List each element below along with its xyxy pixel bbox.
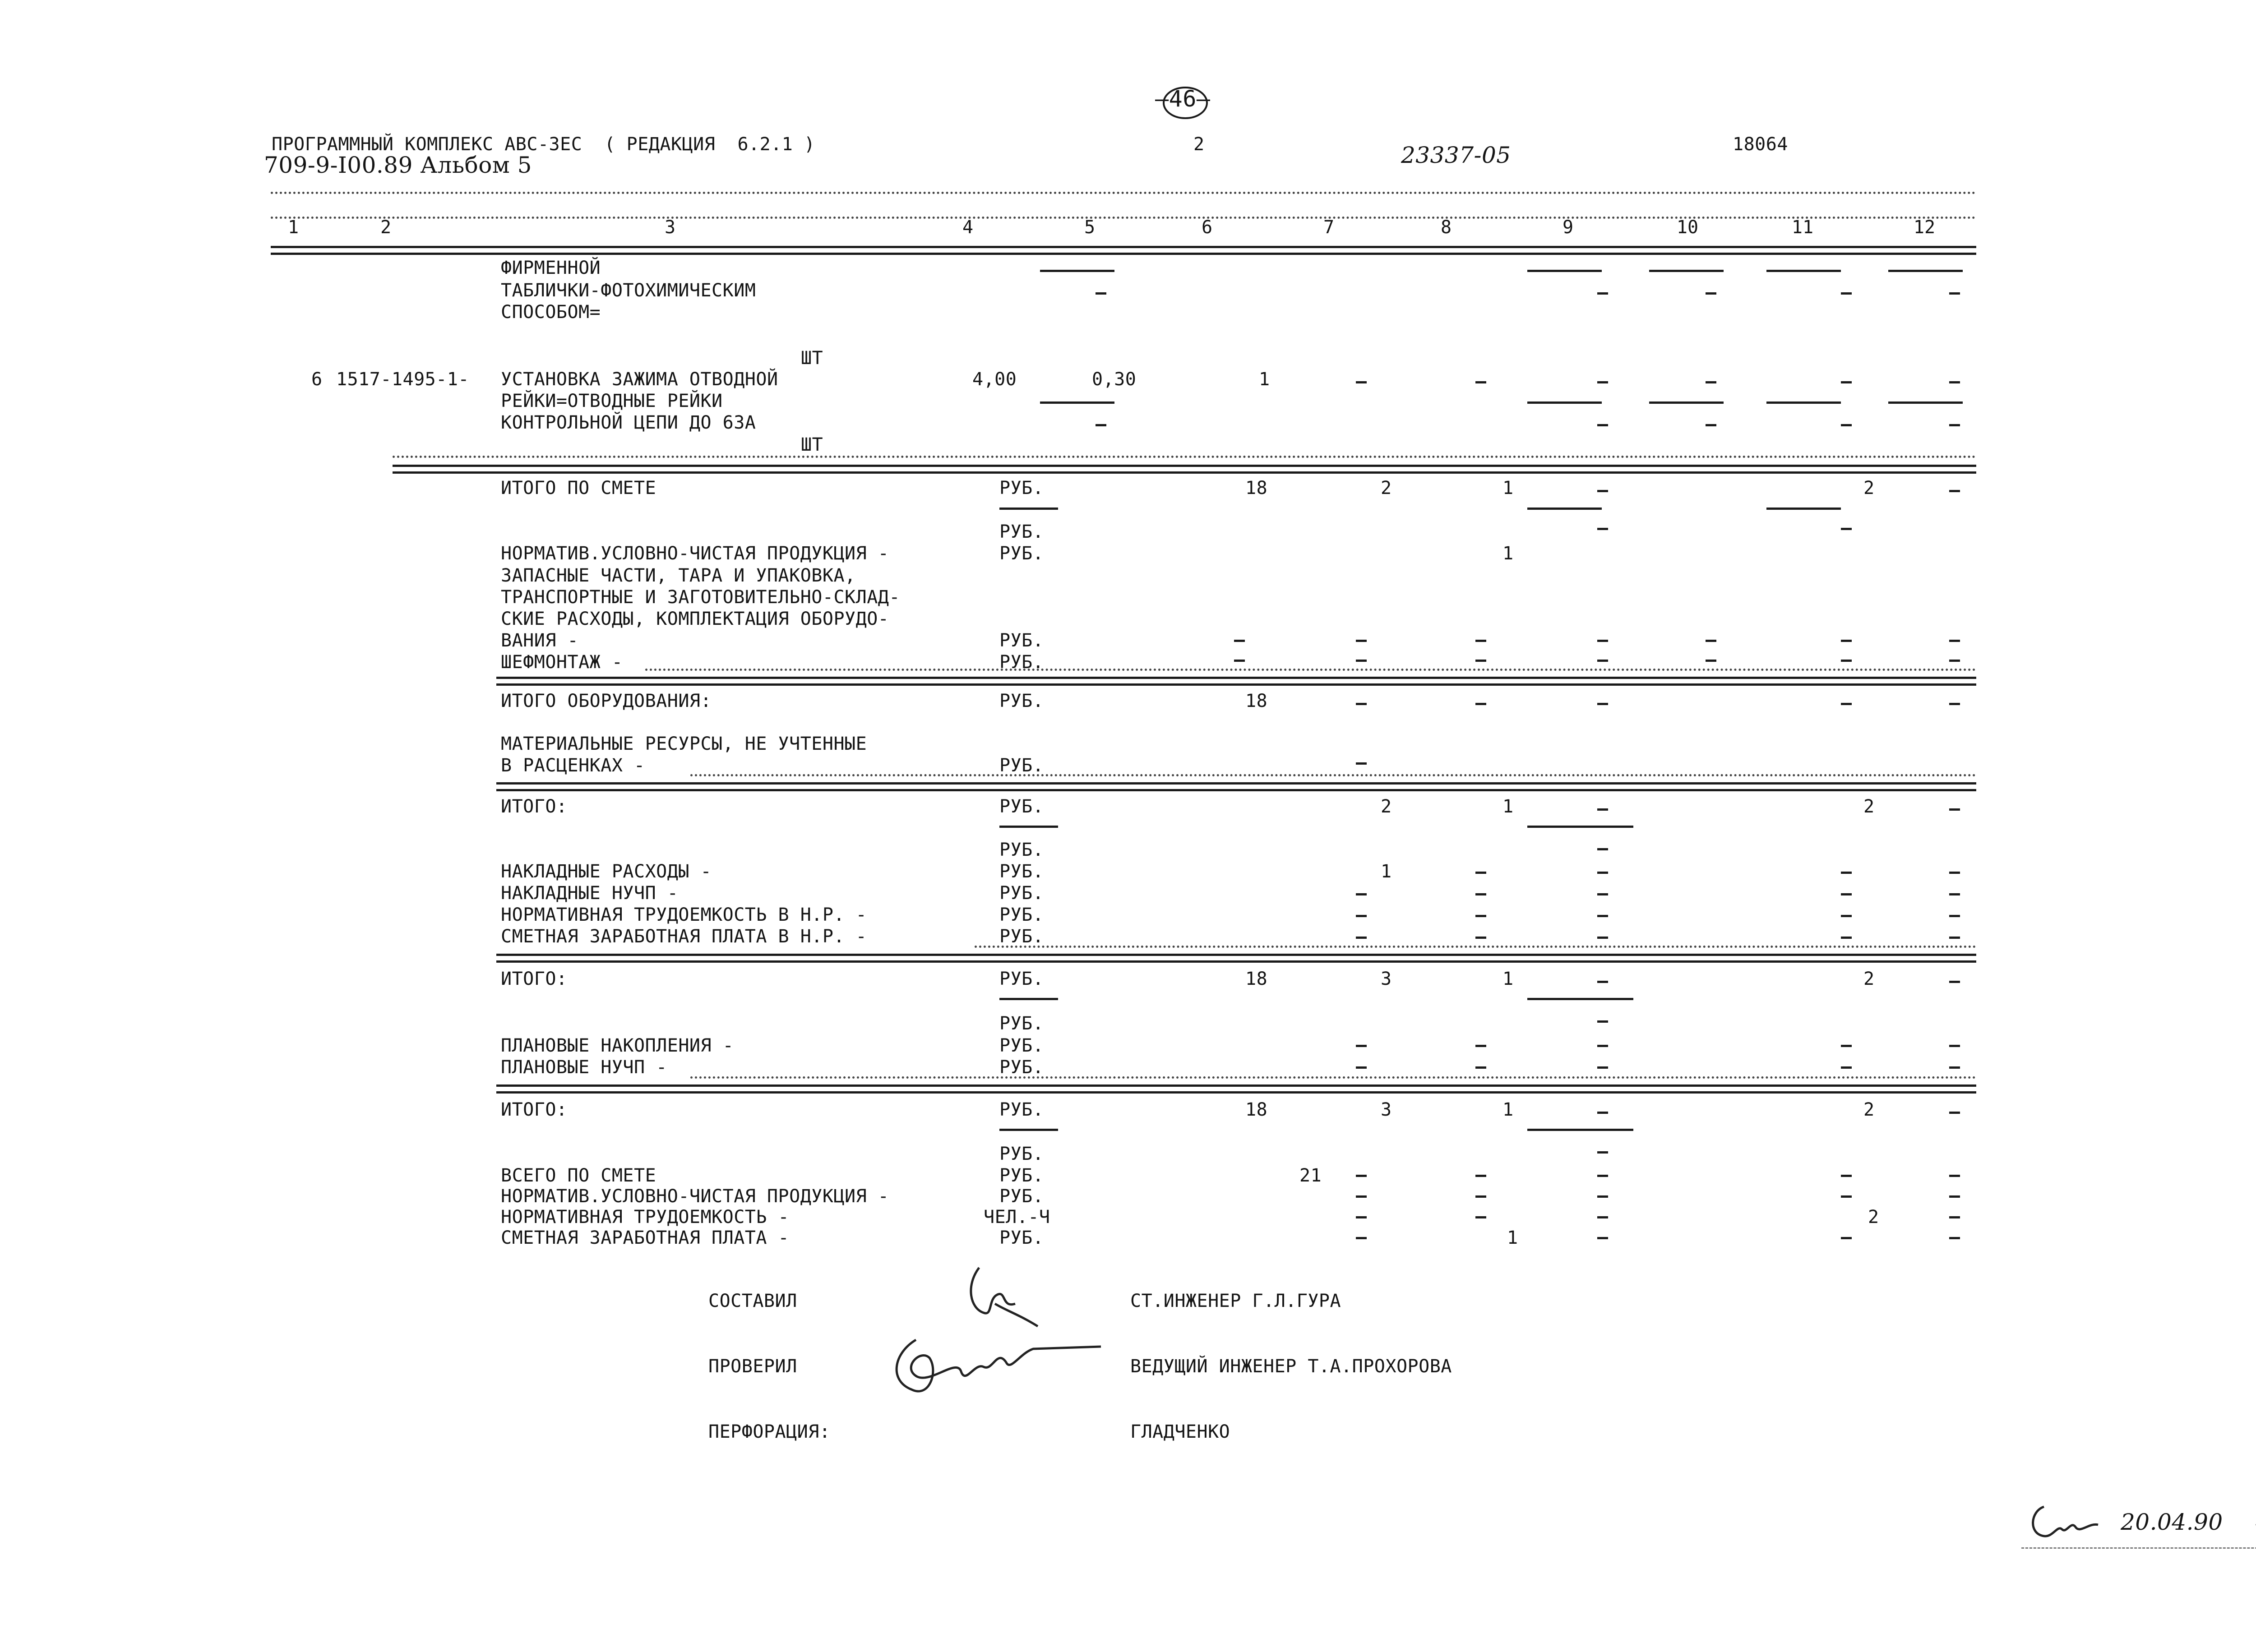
nn-dash-7 <box>1356 893 1367 895</box>
item6-line1: УСТАНОВКА ЗАЖИМА ОТВОДНОЙ <box>501 369 778 390</box>
itogo-smeta-col11: 2 <box>1863 478 1875 498</box>
nt-dash-9 <box>1597 1216 1608 1218</box>
program-title: ПРОГРАММНЫЙ КОМПЛЕКС АВС-3ЕС ( РЕДАКЦИЯ 6.2.1 ) <box>272 134 815 155</box>
vsego-dash-9 <box>1597 1175 1608 1177</box>
item5-underline-12 <box>1888 270 1963 272</box>
section-rule-5 <box>496 1084 1976 1094</box>
nn-dash-11 <box>1841 893 1852 895</box>
plan-nuchp-rub: РУБ. <box>999 1057 1044 1078</box>
vsego-rub: РУБ. <box>999 1165 1044 1186</box>
itogo2-rub: РУБ. <box>999 969 1044 989</box>
page-number-circle <box>1160 85 1210 121</box>
normativ-col8: 1 <box>1502 543 1514 564</box>
ntn-dash-7 <box>1356 915 1367 917</box>
colnum-8: 8 <box>1440 217 1452 238</box>
itogo3-col6: 18 <box>1245 1099 1268 1120</box>
shefmontazh-label: ШЕФМОНТАЖ - <box>501 652 623 673</box>
szn-dash-11 <box>1841 937 1852 939</box>
oborud-dash-8 <box>1475 703 1486 705</box>
itogo2-col6: 18 <box>1245 969 1268 989</box>
shef-dotted-rule <box>645 669 1976 671</box>
vn-dash-12 <box>1949 1195 1960 1198</box>
itogo3-col8: 1 <box>1502 1099 1514 1120</box>
pn-dash-9 <box>1597 1066 1608 1069</box>
header-dotted-rule <box>271 192 1976 194</box>
smet-zp-np-label: СМЕТНАЯ ЗАРАБОТНАЯ ПЛАТА В Н.Р. - <box>501 926 867 947</box>
item5-line1: ФИРМЕННОЙ <box>501 258 601 278</box>
plan-dash-9 <box>1597 1045 1608 1047</box>
shef-dash-12 <box>1949 660 1960 662</box>
itogo1-label: ИТОГО: <box>501 796 568 817</box>
itogo2-label: ИТОГО: <box>501 969 568 989</box>
szn-dash-8 <box>1475 937 1486 939</box>
rub-4: РУБ. <box>999 1013 1044 1034</box>
rub-2: РУБ. <box>999 521 1044 542</box>
item6-dash-12 <box>1949 381 1960 383</box>
colnum-7: 7 <box>1323 217 1335 238</box>
smet-zp-rub: РУБ. <box>999 1227 1044 1248</box>
itogo-smeta-col6: 18 <box>1245 478 1268 498</box>
itogo-oborud-col6: 18 <box>1245 691 1268 711</box>
item5-underline-10 <box>1649 270 1724 272</box>
zapas-dash-7 <box>1356 640 1367 642</box>
signature-sostavil <box>952 1259 1078 1331</box>
itogo-smeta-dash-9 <box>1597 490 1608 492</box>
vsego-dash-12 <box>1949 1175 1960 1177</box>
signature-proveril <box>884 1322 1110 1412</box>
itogo3-dash-9 <box>1597 1112 1608 1114</box>
sheet-number: 2 <box>1193 134 1205 155</box>
zapas-line3: СКИЕ РАСХОДЫ, КОМПЛЕКТАЦИЯ ОБОРУДО- <box>501 609 889 629</box>
colnum-4: 4 <box>962 217 974 238</box>
zapas-line2: ТРАНСПОРТНЫЕ И ЗАГОТОВИТЕЛЬНО-СКЛАД- <box>501 587 900 608</box>
itogo1-underline-9 <box>1527 826 1633 828</box>
page-number: –46– <box>1155 86 1211 112</box>
item5-underline-9 <box>1527 270 1602 272</box>
itogo1-dash-9 <box>1597 808 1608 811</box>
zapas-line4: ВАНИЯ - <box>501 630 579 651</box>
sz-dash-9 <box>1597 1237 1608 1239</box>
item6-col6: 1 <box>1259 369 1270 390</box>
plan-label: ПЛАНОВЫЕ НАКОПЛЕНИЯ - <box>501 1035 734 1056</box>
sostavil-label: СОСТАВИЛ <box>708 1291 797 1311</box>
itogo-smeta-underline-rub <box>999 508 1058 510</box>
nakl-dash-11 <box>1841 872 1852 874</box>
vsego-normativ-label: НОРМАТИВ.УСЛОВНО-ЧИСТАЯ ПРОДУКЦИЯ - <box>501 1186 889 1207</box>
item6-dash2-5 <box>1096 424 1106 426</box>
item6-dash2-12 <box>1949 424 1960 426</box>
zapas-dash-12 <box>1949 640 1960 642</box>
vsego-label: ВСЕГО ПО СМЕТЕ <box>501 1165 656 1186</box>
item6-quantity: 4,00 <box>972 369 1017 390</box>
oborud-dash-9 <box>1597 703 1608 705</box>
colnum-top-dotted <box>271 217 1976 219</box>
item6-underline-9 <box>1527 401 1602 404</box>
colnum-9: 9 <box>1562 217 1574 238</box>
norm-trud-label: НОРМАТИВНАЯ ТРУДОЕМКОСТЬ - <box>501 1207 790 1227</box>
itogo3-col11: 2 <box>1863 1099 1875 1120</box>
proveril-label: ПРОВЕРИЛ <box>708 1356 797 1377</box>
itogo1-dash-12 <box>1949 808 1960 811</box>
section-rule-3 <box>496 782 1976 791</box>
itogo-smeta-underline-11 <box>1766 508 1841 510</box>
colnum-bottom-rule <box>271 246 1976 255</box>
item6-number: 6 <box>311 369 323 390</box>
shef-dash-7 <box>1356 660 1367 662</box>
item6-dash-10 <box>1706 381 1716 383</box>
itogo1-col7: 2 <box>1381 796 1392 817</box>
vn-dash-11 <box>1841 1195 1852 1198</box>
item6-unit-2: ШТ <box>801 434 823 455</box>
nakl-nuchp-rub: РУБ. <box>999 883 1044 904</box>
norm-trud-np-label: НОРМАТИВНАЯ ТРУДОЕМКОСТЬ В Н.Р. - <box>501 904 867 925</box>
zapas-dash-8 <box>1475 640 1486 642</box>
nt-dash-7 <box>1356 1216 1367 1218</box>
rub2-dash-9 <box>1597 528 1608 530</box>
colnum-5: 5 <box>1084 217 1096 238</box>
szn-dash-9 <box>1597 937 1608 939</box>
nn-dash-8 <box>1475 893 1486 895</box>
norm-trud-chel: ЧЕЛ.-Ч <box>984 1207 1050 1227</box>
item5-line3: СПОСОБОМ= <box>501 302 601 323</box>
itogo-oborud-label: ИТОГО ОБОРУДОВАНИЯ: <box>501 691 712 711</box>
item6-dash2-9 <box>1597 424 1608 426</box>
mat-dotted-rule <box>690 774 1976 776</box>
norm-trud-np-rub: РУБ. <box>999 904 1044 925</box>
colnum-3: 3 <box>664 217 676 238</box>
shef-dash-9 <box>1597 660 1608 662</box>
item6-underline-10 <box>1649 401 1724 404</box>
ntn-dash-11 <box>1841 915 1852 917</box>
itogo3-dash-12 <box>1949 1112 1960 1114</box>
item6-dash2-11 <box>1841 424 1852 426</box>
nakl-nuchp-label: НАКЛАДНЫЕ НУЧП - <box>501 883 679 904</box>
handwritten-initials <box>2026 1498 2116 1547</box>
shefmontazh-rub: РУБ. <box>999 652 1044 673</box>
colnum-6: 6 <box>1201 217 1213 238</box>
colnum-2: 2 <box>380 217 392 238</box>
itogo2-col8: 1 <box>1502 969 1514 989</box>
nt-dash-8 <box>1475 1216 1486 1218</box>
item6-underline-5 <box>1040 401 1114 404</box>
itogo-oborud-rub: РУБ. <box>999 691 1044 711</box>
oborud-dash-7 <box>1356 703 1367 705</box>
colnum-12: 12 <box>1913 217 1936 238</box>
itogo1-rub: РУБ. <box>999 796 1044 817</box>
item6-dash-9 <box>1597 381 1608 383</box>
nn-dash-12 <box>1949 893 1960 895</box>
nakl-col7: 1 <box>1381 861 1392 882</box>
nt-dash-12 <box>1949 1216 1960 1218</box>
item5-underline-5 <box>1040 270 1114 272</box>
item6-underline-12 <box>1888 401 1963 404</box>
zapas-dash-9 <box>1597 640 1608 642</box>
handwritten-doc-number: 23337-05 <box>1401 142 1511 168</box>
szn-dash-7 <box>1356 937 1367 939</box>
colnum-1: 1 <box>287 217 299 238</box>
ntn-dash-9 <box>1597 915 1608 917</box>
itogo2-underline-9 <box>1527 998 1633 1000</box>
mat-rub: РУБ. <box>999 755 1044 776</box>
item6-underline-11 <box>1766 401 1841 404</box>
itogo-smeta-col8: 1 <box>1502 478 1514 498</box>
pn-dash-8 <box>1475 1066 1486 1069</box>
vn-dash-7 <box>1356 1195 1367 1198</box>
proveril-name: ВЕДУЩИЙ ИНЖЕНЕР Т.А.ПРОХОРОВА <box>1130 1356 1452 1377</box>
itogo-smeta-label: ИТОГО ПО СМЕТЕ <box>501 478 656 498</box>
nakl-dash-12 <box>1949 872 1960 874</box>
itogo2-col11: 2 <box>1863 969 1875 989</box>
itogo-smeta-underline-9 <box>1527 508 1602 510</box>
mat-dash-7 <box>1356 762 1367 765</box>
mat-line1: МАТЕРИАЛЬНЫЕ РЕСУРСЫ, НЕ УЧТЕННЫЕ <box>501 734 867 754</box>
item6-dash-11 <box>1841 381 1852 383</box>
smet-zp-label: СМЕТНАЯ ЗАРАБОТНАЯ ПЛАТА - <box>501 1227 790 1248</box>
itogo1-underline-rub <box>999 826 1058 828</box>
item5-underline-11 <box>1766 270 1841 272</box>
item5-dash-5 <box>1096 292 1106 295</box>
plan-dash-11 <box>1841 1045 1852 1047</box>
item5-line2: ТАБЛИЧКИ-ФОТОХИМИЧЕСКИМ <box>501 280 756 301</box>
itogo3-rub: РУБ. <box>999 1099 1044 1120</box>
plan-rub: РУБ. <box>999 1035 1044 1056</box>
normativ-rub: РУБ. <box>999 543 1044 564</box>
plan-nuchp-label: ПЛАНОВЫЕ НУЧП - <box>501 1057 667 1078</box>
norm-trud-col11: 2 <box>1868 1207 1879 1227</box>
itogo3-col7: 3 <box>1381 1099 1392 1120</box>
rub5-dash-9 <box>1597 1151 1608 1154</box>
pn-dash-11 <box>1841 1066 1852 1069</box>
vsego-normativ-rub: РУБ. <box>999 1186 1044 1207</box>
itogo3-underline-9 <box>1527 1129 1633 1131</box>
nakl-rub: РУБ. <box>999 861 1044 882</box>
colnum-10: 10 <box>1676 217 1699 238</box>
item6-dotted-rule <box>393 456 1976 458</box>
doc-code: 18064 <box>1733 134 1788 155</box>
sostavil-name: СТ.ИНЖЕНЕР Г.Л.ГУРА <box>1130 1291 1341 1311</box>
zapas-dash-10 <box>1706 640 1716 642</box>
item5-dash-12 <box>1949 292 1960 295</box>
album-stamp: 709-9-I00.89 Альбом 5 <box>264 152 532 178</box>
nakl-label: НАКЛАДНЫЕ РАСХОДЫ - <box>501 861 712 882</box>
ntn-dash-12 <box>1949 915 1960 917</box>
itogo-smeta-rub: РУБ. <box>999 478 1044 498</box>
shef-dash-6 <box>1234 660 1245 662</box>
zapas-rub: РУБ. <box>999 630 1044 651</box>
item6-dash-8 <box>1475 381 1486 383</box>
itogo3-underline-rub <box>999 1129 1058 1131</box>
rub3-dash-9 <box>1597 848 1608 850</box>
nn-dash-9 <box>1597 893 1608 895</box>
item6-price: 0,30 <box>1092 369 1137 390</box>
zapas-dash-6 <box>1234 640 1245 642</box>
plan-dash-8 <box>1475 1045 1486 1047</box>
rub-5: РУБ. <box>999 1144 1044 1164</box>
item6-code: 1517-1495-1- <box>336 369 469 390</box>
item6-dash2-10 <box>1706 424 1716 426</box>
vn-dash-9 <box>1597 1195 1608 1198</box>
rub-3: РУБ. <box>999 840 1044 860</box>
shef-dash-8 <box>1475 660 1486 662</box>
handwritten-date: 20.04.90 <box>2121 1509 2223 1535</box>
shef-dash-10 <box>1706 660 1716 662</box>
perforacia-name: ГЛАДЧЕНКО <box>1130 1421 1230 1442</box>
itogo-smeta-dash-12 <box>1949 490 1960 492</box>
ntn-dash-8 <box>1475 915 1486 917</box>
section-rule-2 <box>496 677 1976 686</box>
section-rule-1 <box>393 465 1976 474</box>
oborud-dash-11 <box>1841 703 1852 705</box>
zapas-dash-11 <box>1841 640 1852 642</box>
item6-dash-7 <box>1356 381 1367 383</box>
handwriting-underline <box>2021 1547 2256 1549</box>
itogo-smeta-col7: 2 <box>1381 478 1392 498</box>
nakl-dash-8 <box>1475 872 1486 874</box>
mat-line2: В РАСЦЕНКАХ - <box>501 755 645 776</box>
vsego-dash-8 <box>1475 1175 1486 1177</box>
item5-dash-9 <box>1597 292 1608 295</box>
plan-dotted-rule <box>690 1076 1976 1079</box>
normativ-label: НОРМАТИВ.УСЛОВНО-ЧИСТАЯ ПРОДУКЦИЯ - <box>501 543 889 564</box>
oborud-dash-12 <box>1949 703 1960 705</box>
vsego-col6: 21 <box>1299 1165 1322 1186</box>
itogo1-col11: 2 <box>1863 796 1875 817</box>
section-rule-4 <box>496 954 1976 963</box>
vsego-dash-11 <box>1841 1175 1852 1177</box>
sz-dash-12 <box>1949 1237 1960 1239</box>
itogo2-underline-rub <box>999 998 1058 1000</box>
pn-dash-7 <box>1356 1066 1367 1069</box>
plan-dash-7 <box>1356 1045 1367 1047</box>
itogo2-dash-9 <box>1597 981 1608 983</box>
sz-dash-7 <box>1356 1237 1367 1239</box>
itogo2-col7: 3 <box>1381 969 1392 989</box>
itogo2-dash-12 <box>1949 981 1960 983</box>
zapas-line1: ЗАПАСНЫЕ ЧАСТИ, ТАРА И УПАКОВКА, <box>501 565 856 586</box>
vn-dash-8 <box>1475 1195 1486 1198</box>
rub4-dash-9 <box>1597 1020 1608 1023</box>
smet-zp-col8: 1 <box>1507 1227 1518 1248</box>
nakl-dash-9 <box>1597 872 1608 874</box>
plan-dash-12 <box>1949 1045 1960 1047</box>
sz-dash-11 <box>1841 1237 1852 1239</box>
shef-dash-11 <box>1841 660 1852 662</box>
item6-unit: ШТ <box>801 348 823 369</box>
itogo3-label: ИТОГО: <box>501 1099 568 1120</box>
rub2-dash-11 <box>1841 528 1852 530</box>
np-dotted-rule <box>975 946 1976 948</box>
szn-dash-12 <box>1949 937 1960 939</box>
item5-dash-10 <box>1706 292 1716 295</box>
item5-dash-11 <box>1841 292 1852 295</box>
perforacia-label: ПЕРФОРАЦИЯ: <box>708 1421 831 1442</box>
smet-zp-np-rub: РУБ. <box>999 926 1044 947</box>
vsego-dash-7 <box>1356 1175 1367 1177</box>
colnum-11: 11 <box>1791 217 1814 238</box>
pn-dash-12 <box>1949 1066 1960 1069</box>
itogo1-col8: 1 <box>1502 796 1514 817</box>
item6-line2: РЕЙКИ=ОТВОДНЫЕ РЕЙКИ <box>501 391 723 411</box>
page-number-value: 46 <box>1169 86 1197 112</box>
item6-line3: КОНТРОЛЬНОЙ ЦЕПИ ДО 63А <box>501 412 756 433</box>
